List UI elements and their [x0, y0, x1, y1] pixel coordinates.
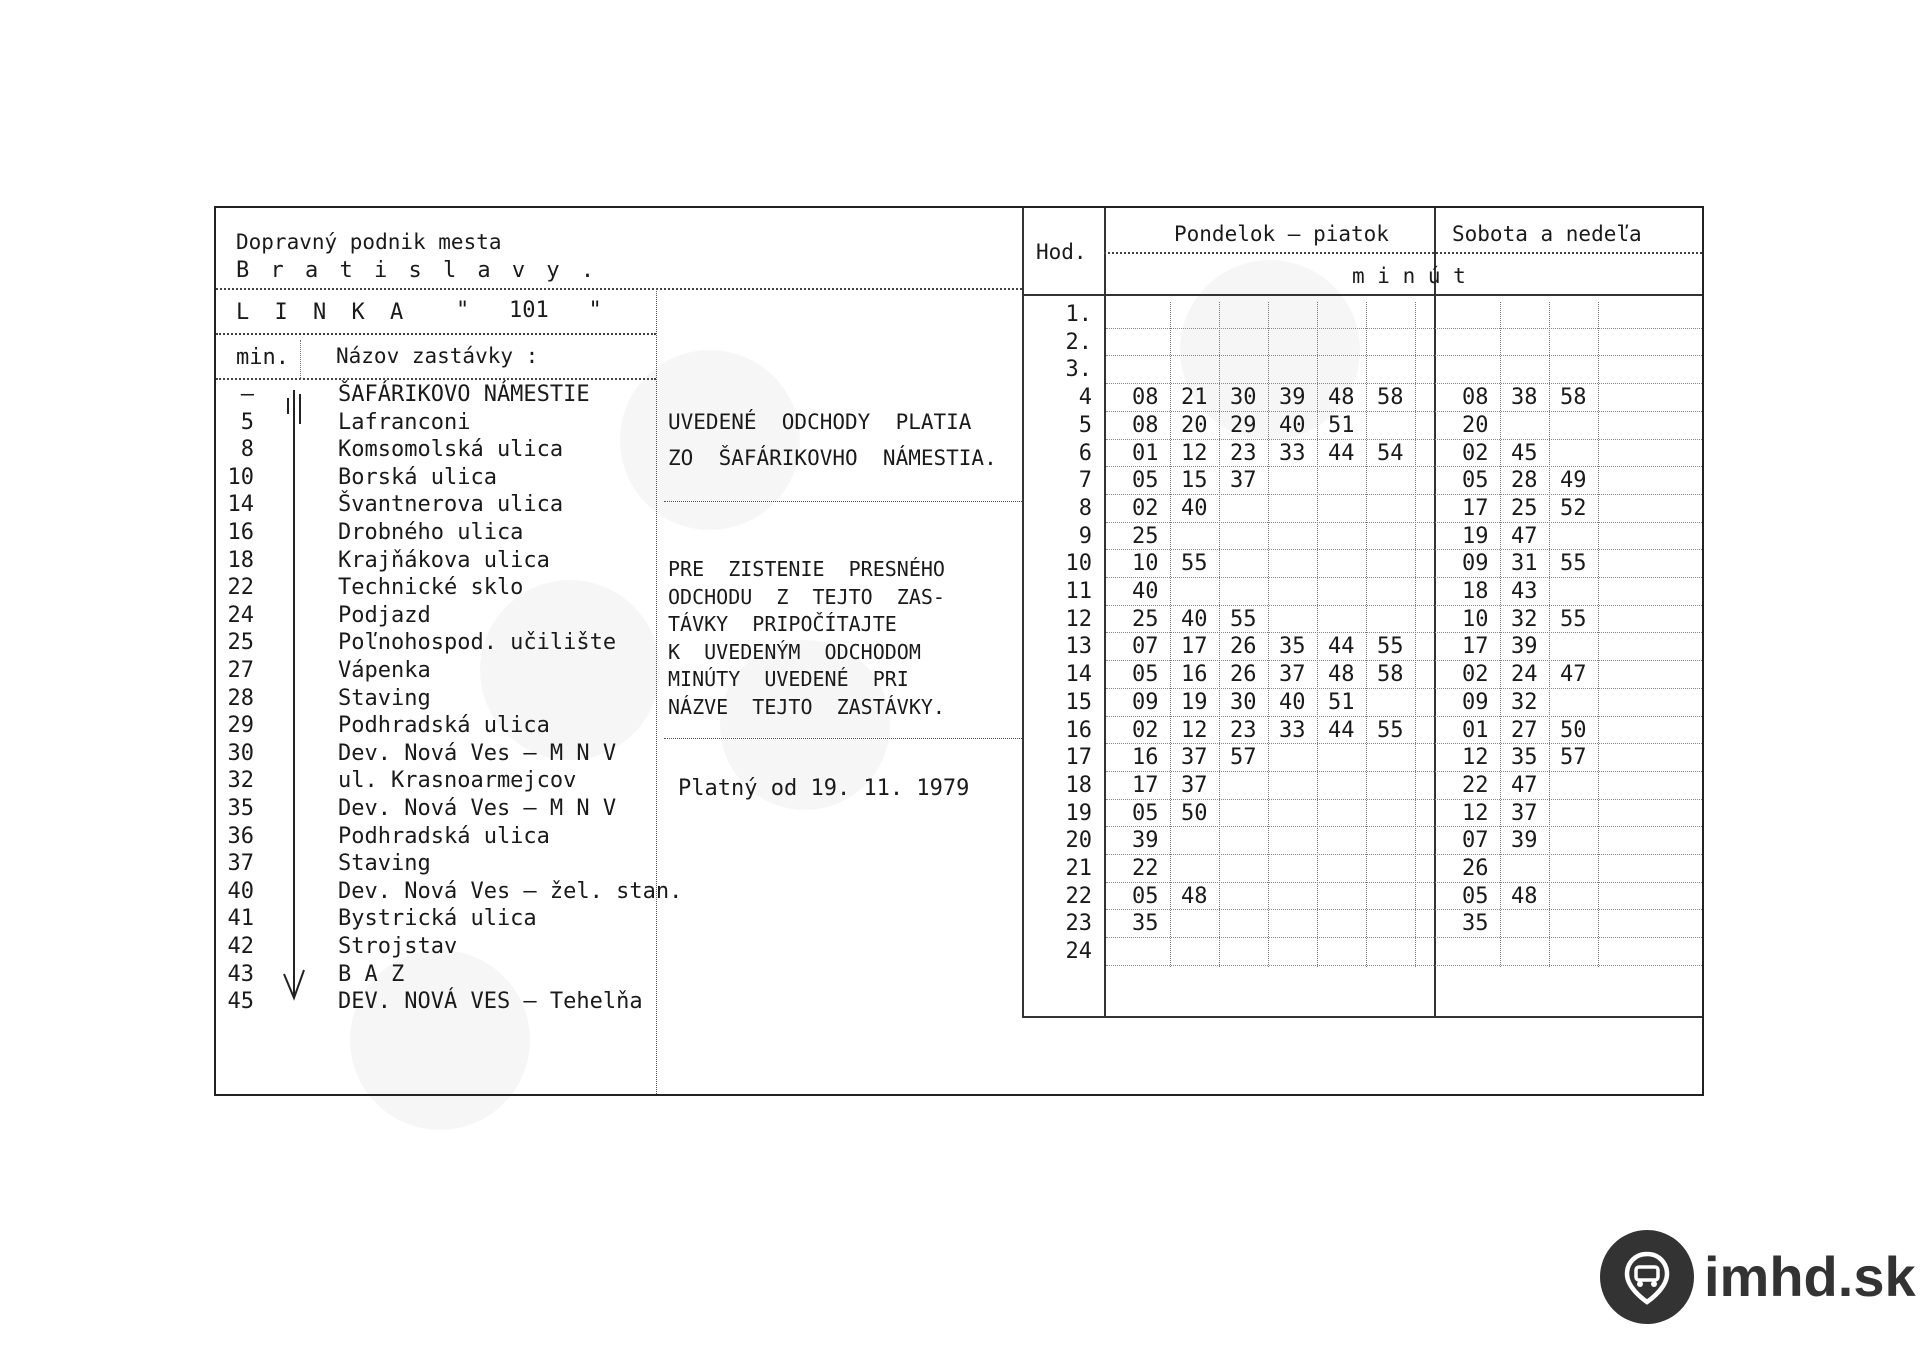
weekday-minute: 44 [1328, 440, 1355, 466]
stop-name: Technické sklo [338, 575, 524, 601]
hour-cell: 9 [1078, 523, 1092, 549]
weekday-minute: 05 [1132, 468, 1159, 494]
note-line: UVEDENÉ ODCHODY PLATIA [668, 410, 972, 434]
row-gridline [1106, 799, 1702, 800]
note2-divider [664, 738, 1022, 739]
weekday-minute: 21 [1181, 385, 1208, 411]
weekend-minute: 26 [1462, 856, 1489, 881]
weekday-minute: 40 [1279, 412, 1306, 438]
hour-row [1022, 551, 1702, 579]
weekend-minute: 37 [1511, 800, 1538, 826]
note-line: PRE ZISTENIE PRESNÉHO [668, 557, 945, 581]
weekend-minute: 55 [1560, 551, 1587, 577]
weekday-minute: 23 [1230, 440, 1257, 466]
stop-name: Bystrická ulica [338, 906, 537, 932]
weekday-minute: 37 [1181, 745, 1208, 771]
stop-minutes: 37 [227, 851, 254, 877]
column-separator [1366, 302, 1367, 967]
stop-name: Dev. Nová Ves – žel. stan. [338, 878, 683, 904]
stop-row [216, 878, 683, 907]
hour-row [1022, 524, 1702, 552]
row-gridline [1106, 577, 1702, 578]
weekend-minute: 24 [1511, 662, 1538, 688]
row-gridline [1106, 771, 1702, 772]
weekday-minute: 35 [1279, 634, 1306, 660]
hour-cell: 17 [1065, 745, 1092, 771]
hour-row [1022, 413, 1702, 441]
stops-header-divider [216, 378, 656, 380]
hour-cell: 15 [1065, 689, 1092, 715]
hour-row [1022, 856, 1702, 884]
weekend-minute: 55 [1560, 606, 1587, 632]
weekday-minute: 15 [1181, 468, 1208, 494]
weekend-minute: 08 [1462, 385, 1489, 411]
note-line: ODCHODU Z TEJTO ZAS- [668, 584, 945, 609]
stop-minutes: 27 [227, 658, 254, 683]
stop-row [216, 989, 643, 1017]
stop-minutes: — [240, 382, 254, 407]
column-separator [1170, 302, 1171, 967]
stop-row [216, 962, 636, 990]
hour-cell: 4 [1078, 385, 1092, 411]
notes-divider [656, 288, 657, 1094]
stop-name: ŠAFÁRIKOVO NÁMESTIE [338, 382, 590, 407]
weekday-minute: 40 [1181, 495, 1208, 521]
weekday-minute: 16 [1132, 745, 1159, 771]
hour-cell: 8 [1078, 495, 1092, 521]
weekday-minute: 17 [1132, 772, 1159, 798]
hour-cell: 5 [1078, 412, 1092, 438]
timetable-bottom-border [1022, 1016, 1702, 1018]
weekend-header: Sobota a nedeľa [1452, 222, 1642, 246]
weekday-minute: 54 [1377, 440, 1404, 466]
row-gridline [1106, 605, 1702, 606]
weekday-minute: 37 [1230, 468, 1257, 494]
weekend-minute: 32 [1511, 689, 1538, 715]
weekday-minute: 10 [1132, 551, 1159, 577]
stop-row [216, 713, 636, 741]
weekday-minute: 08 [1132, 385, 1159, 411]
weekday-minute: 05 [1132, 662, 1159, 688]
stop-minutes: 16 [227, 520, 254, 545]
weekday-minute: 50 [1181, 800, 1208, 826]
row-gridline [1106, 411, 1702, 412]
weekday-minute: 48 [1181, 883, 1208, 909]
stop-name: Podjazd [338, 602, 431, 628]
stop-row [216, 465, 636, 493]
timetable-sheet [214, 206, 1704, 1096]
hour-header-divider [1022, 294, 1104, 296]
stop-minutes: 14 [227, 492, 254, 518]
weekend-minute: 43 [1511, 579, 1538, 604]
stop-row [216, 410, 636, 438]
min-column-divider [300, 340, 301, 380]
stop-minutes: 8 [240, 437, 254, 463]
hour-cell: 6 [1078, 440, 1092, 466]
weekend-minute: 35 [1462, 911, 1489, 937]
hour-row [1022, 634, 1702, 662]
weekday-minute: 58 [1377, 662, 1404, 688]
weekend-minute: 31 [1511, 551, 1538, 577]
linka-number: " 101 " [456, 298, 602, 323]
column-separator [1219, 302, 1220, 967]
stop-row [216, 437, 636, 465]
row-gridline [1106, 826, 1702, 827]
stop-row [216, 548, 636, 576]
weekday-minute: 40 [1132, 579, 1159, 604]
hour-cell: 20 [1065, 828, 1092, 854]
valid-from: Platný od 19. 11. 1979 [678, 776, 970, 801]
weekend-minute: 50 [1560, 717, 1587, 743]
hour-row [1022, 828, 1702, 856]
weekend-minute: 52 [1560, 495, 1587, 521]
hour-cell: 19 [1065, 800, 1092, 826]
row-gridline [1106, 632, 1702, 633]
hour-row [1022, 801, 1702, 829]
note-exact-departure [668, 556, 945, 721]
hour-row [1022, 468, 1702, 496]
stop-row [216, 603, 636, 631]
hour-cell: 24 [1065, 939, 1092, 965]
weekday-minute: 30 [1230, 385, 1257, 411]
hour-cell: 18 [1065, 772, 1092, 798]
weekend-minute: 27 [1511, 717, 1538, 743]
weekday-minute: 30 [1230, 689, 1257, 715]
weekend-minute: 48 [1511, 883, 1538, 909]
stop-name: Borská ulica [338, 464, 497, 490]
weekend-minute: 39 [1511, 634, 1538, 660]
stop-row [216, 630, 636, 658]
weekday-minute: 05 [1132, 800, 1159, 826]
weekend-minute: 02 [1462, 440, 1489, 466]
weekend-minute: 17 [1462, 495, 1489, 521]
weekday-minute: 44 [1328, 717, 1355, 743]
timetable-grid [1022, 302, 1702, 1016]
weekday-minute: 51 [1328, 689, 1355, 715]
stop-minutes: 43 [227, 961, 254, 987]
weekend-minute: 19 [1462, 523, 1489, 549]
company-line-2: B r a t i s l a v y . [236, 258, 599, 283]
weekend-minute: 45 [1511, 440, 1538, 466]
hour-cell: 21 [1065, 856, 1092, 881]
row-gridline [1106, 355, 1702, 356]
stop-name: Poľnohospod. učilište [338, 630, 617, 656]
hour-cell: 22 [1065, 883, 1092, 909]
weekend-minute: 09 [1462, 689, 1489, 715]
hour-row [1022, 302, 1702, 330]
stop-row [216, 520, 636, 548]
weekday-minute: 02 [1132, 495, 1159, 521]
weekday-minute: 44 [1328, 634, 1355, 660]
weekday-minute: 25 [1132, 523, 1159, 549]
row-gridline [1106, 466, 1702, 467]
hour-cell: 14 [1065, 662, 1092, 688]
stop-minutes: 45 [227, 989, 254, 1015]
weekday-minute: 22 [1132, 856, 1159, 881]
row-gridline [1106, 522, 1702, 523]
stop-minutes: 42 [227, 934, 254, 959]
stop-minutes: 32 [227, 768, 254, 794]
weekday-minute: 33 [1279, 440, 1306, 466]
minutes-header: m i n ú t [1352, 264, 1466, 288]
weekend-minute: 17 [1462, 634, 1489, 660]
note1-divider [664, 501, 1022, 502]
hour-row [1022, 496, 1702, 524]
row-gridline [1106, 549, 1702, 550]
stop-minutes: 41 [227, 906, 254, 932]
hour-row [1022, 745, 1702, 773]
weekend-minute: 57 [1560, 745, 1587, 771]
hour-cell: 2. [1065, 329, 1092, 355]
linka-label: L I N K A [236, 300, 410, 325]
linka-divider [216, 333, 656, 335]
weekday-minute: 58 [1377, 385, 1404, 411]
hour-row [1022, 579, 1702, 607]
note-line: TÁVKY PRIPOČÍTAJTE [668, 612, 897, 636]
weekend-minute: 39 [1511, 828, 1538, 854]
day-header-divider [1104, 252, 1702, 254]
stop-name: Staving [338, 685, 431, 711]
stops-header-name: Názov zastávky : [336, 344, 539, 368]
stop-name: Krajňákova ulica [338, 547, 550, 573]
hour-row [1022, 690, 1702, 718]
row-gridline [1106, 660, 1702, 661]
stop-minutes: 18 [227, 547, 254, 573]
weekday-minute: 08 [1132, 412, 1159, 438]
hour-row [1022, 718, 1702, 746]
stop-row [216, 492, 636, 520]
imhd-logo-circle [1600, 1230, 1694, 1324]
weekday-minute: 25 [1132, 606, 1159, 632]
weekend-minute: 25 [1511, 495, 1538, 521]
hour-row [1022, 884, 1702, 912]
note-departures-valid [668, 404, 997, 476]
stop-minutes: 10 [227, 464, 254, 490]
row-gridline [1106, 937, 1702, 938]
stop-row [216, 851, 636, 879]
stop-name: ul. Krasnoarmejcov [338, 768, 577, 794]
header-divider [216, 288, 1022, 290]
weekday-header: Pondelok – piatok [1174, 222, 1389, 246]
weekday-minute: 35 [1132, 911, 1159, 937]
stop-minutes: 24 [227, 602, 254, 628]
weekend-minute: 05 [1462, 468, 1489, 494]
weekday-minute: 20 [1181, 412, 1208, 438]
hour-row [1022, 607, 1702, 635]
hour-row [1022, 441, 1702, 469]
weekday-minute: 17 [1181, 634, 1208, 660]
column-separator [1598, 302, 1599, 967]
weekday-minute: 57 [1230, 745, 1257, 771]
row-gridline [1106, 854, 1702, 855]
stop-name: Dev. Nová Ves – M N V [338, 796, 617, 821]
weekend-minute: 10 [1462, 606, 1489, 632]
stop-name: Podhradská ulica [338, 713, 550, 739]
weekend-minute: 22 [1462, 772, 1489, 798]
weekday-minute: 19 [1181, 689, 1208, 715]
column-separator [1317, 302, 1318, 967]
stop-row [216, 575, 636, 603]
weekday-minute: 55 [1230, 606, 1257, 632]
hour-row [1022, 385, 1702, 413]
stop-name: DEV. NOVÁ VES – Tehelňa [338, 989, 643, 1015]
weekday-minute: 07 [1132, 634, 1159, 660]
hour-cell: 3. [1065, 357, 1092, 383]
stop-name: Vápenka [338, 658, 431, 683]
weekday-minute: 40 [1279, 689, 1306, 715]
weekday-minute: 48 [1328, 385, 1355, 411]
stop-row [216, 686, 636, 714]
weekend-minute: 01 [1462, 717, 1489, 743]
weekend-minute: 47 [1511, 772, 1538, 798]
stop-row [216, 768, 636, 796]
weekday-minute: 05 [1132, 883, 1159, 909]
hour-cell: 12 [1065, 606, 1092, 632]
weekday-minute: 55 [1377, 634, 1404, 660]
weekday-minute: 55 [1377, 717, 1404, 743]
row-gridline [1106, 716, 1702, 717]
stop-name: Podhradská ulica [338, 823, 550, 849]
stop-name: Komsomolská ulica [338, 437, 564, 463]
weekday-minute: 01 [1132, 440, 1159, 466]
row-gridline [1106, 743, 1702, 744]
stop-row [216, 934, 636, 962]
imhd-logo-text: imhd.sk [1704, 1245, 1916, 1308]
row-gridline [1106, 688, 1702, 689]
stop-row [216, 658, 636, 686]
note-line: K UVEDENÝM ODCHODOM [668, 639, 921, 664]
hour-cell: 1. [1065, 302, 1092, 327]
weekend-minute: 47 [1560, 662, 1587, 688]
weekday-minute: 39 [1279, 385, 1306, 411]
stops-header-min: min. [236, 345, 289, 370]
stop-row [216, 796, 636, 824]
minutes-header-divider [1104, 294, 1702, 296]
row-gridline [1106, 439, 1702, 440]
weekend-minute: 35 [1511, 745, 1538, 771]
stop-minutes: 25 [227, 630, 254, 656]
note-line: ZO ŠAFÁRIKOVHO NÁMESTIA. [668, 446, 997, 470]
hour-cell: 13 [1065, 634, 1092, 660]
weekend-minute: 12 [1462, 800, 1489, 826]
weekday-minute: 39 [1132, 828, 1159, 854]
note-line: MINÚTY UVEDENÉ PRI [668, 667, 909, 691]
column-separator [1268, 302, 1269, 967]
weekday-minute: 33 [1279, 717, 1306, 743]
stop-name: Lafranconi [338, 409, 471, 435]
hour-row [1022, 330, 1702, 358]
weekend-minute: 09 [1462, 551, 1489, 577]
hour-row [1022, 939, 1702, 967]
hour-row [1022, 911, 1702, 939]
weekend-minute: 05 [1462, 883, 1489, 909]
stop-minutes: 22 [227, 575, 254, 601]
weekday-minute: 23 [1230, 717, 1257, 743]
stop-minutes: 40 [227, 878, 254, 904]
stop-minutes: 30 [227, 740, 254, 766]
weekend-minute: 28 [1511, 468, 1538, 494]
stop-row [216, 824, 636, 852]
weekend-minute: 07 [1462, 828, 1489, 854]
hour-cell: 10 [1065, 551, 1092, 577]
imhd-logo [1600, 1228, 1916, 1328]
hour-cell: 16 [1065, 717, 1092, 743]
weekend-minute: 47 [1511, 523, 1538, 549]
weekday-minute: 37 [1279, 662, 1306, 688]
weekend-minute: 32 [1511, 606, 1538, 632]
weekday-minute: 26 [1230, 662, 1257, 688]
row-gridline [1106, 328, 1702, 329]
row-gridline [1106, 383, 1702, 384]
weekday-minute: 48 [1328, 662, 1355, 688]
stop-minutes: 35 [227, 796, 254, 821]
weekday-minute: 09 [1132, 689, 1159, 715]
row-gridline [1106, 494, 1702, 495]
weekday-minute: 37 [1181, 772, 1208, 798]
hour-row [1022, 773, 1702, 801]
note-line: NÁZVE TEJTO ZASTÁVKY. [668, 694, 945, 719]
column-separator [1500, 302, 1501, 967]
weekend-minute: 12 [1462, 745, 1489, 771]
weekday-minute: 26 [1230, 634, 1257, 660]
weekend-minute: 18 [1462, 579, 1489, 604]
weekend-minute: 38 [1511, 385, 1538, 411]
weekday-minute: 29 [1230, 412, 1257, 438]
weekday-minute: 40 [1181, 606, 1208, 632]
weekday-minute: 51 [1328, 412, 1355, 438]
weekday-minute: 12 [1181, 717, 1208, 743]
stop-name: B A Z [338, 961, 405, 987]
weekend-minute: 02 [1462, 662, 1489, 688]
hour-cell: 7 [1078, 468, 1092, 494]
hour-header: Hod. [1036, 240, 1087, 264]
stop-row [216, 741, 636, 769]
stop-minutes: 29 [227, 713, 254, 739]
stop-name: Dev. Nová Ves – M N V [338, 740, 617, 766]
stop-name: Drobného ulica [338, 520, 524, 545]
stop-minutes: 28 [227, 685, 254, 711]
hour-row [1022, 357, 1702, 385]
map-pin-bus-icon [1618, 1248, 1676, 1306]
stop-name: Švantnerova ulica [338, 492, 564, 518]
stops-list [216, 382, 683, 1015]
weekday-minute: 55 [1181, 551, 1208, 577]
row-gridline [1106, 882, 1702, 883]
stop-minutes: 36 [227, 823, 254, 849]
row-gridline [1106, 909, 1702, 910]
row-gridline [1106, 965, 1702, 966]
weekday-minute: 02 [1132, 717, 1159, 743]
stop-name: Strojstav [338, 934, 458, 959]
stop-name: Staving [338, 851, 431, 877]
stop-row [216, 906, 636, 934]
stop-row [216, 382, 636, 410]
hour-row [1022, 662, 1702, 690]
company-line-1: Dopravný podnik mesta [236, 230, 502, 254]
weekend-minute: 49 [1560, 468, 1587, 494]
weekday-minute: 12 [1181, 440, 1208, 466]
column-separator [1549, 302, 1550, 967]
hour-cell: 23 [1065, 911, 1092, 937]
weekend-minute: 58 [1560, 385, 1587, 411]
column-separator [1415, 302, 1416, 967]
stop-minutes: 5 [240, 409, 254, 435]
weekend-minute: 20 [1462, 412, 1489, 438]
hour-cell: 11 [1065, 579, 1092, 604]
weekday-minute: 16 [1181, 662, 1208, 688]
